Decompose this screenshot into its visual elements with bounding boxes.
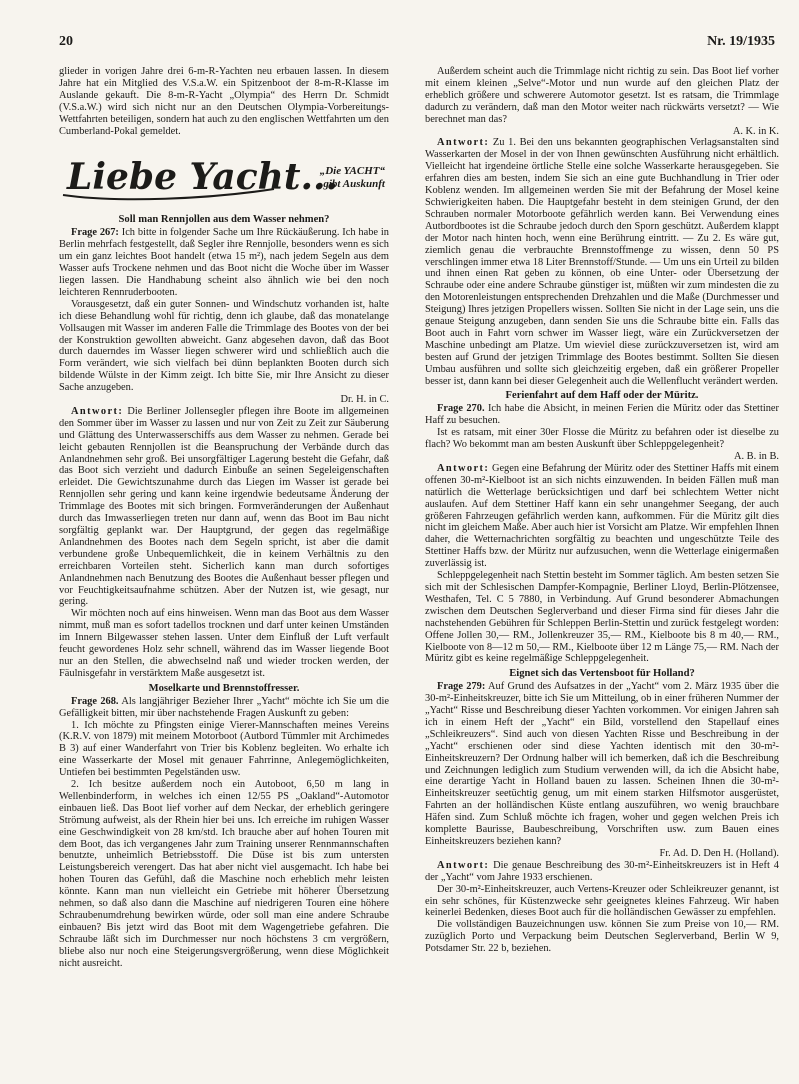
answer-267-label: Antwort: — [71, 405, 124, 417]
page-header — [59, 34, 775, 54]
question-270-text: Ich habe die Absicht, in meinen Ferien die Müritz oder das Stettiner Haff zu besuchen. — [425, 403, 779, 427]
banner-logo-text: Liebe Yacht... — [67, 156, 339, 199]
question-267-text: Ich bitte in folgender Sache um Ihre Rückäußerung. Ich habe in Berlin mehrfach festgestellt, daß Segler ihre Rennjolle, besonders wenn es sich um ein ganz leichtes Boot handelt (etwa 15 m²), nach jedem Segeln aus dem Wasser aufs Trockene nehmen und das Boot nicht die Woche über im Wasser liegen lassen. Die Handhabung scheint also ähnlich wie bei den noch leichteren Rennruderbooten. — [59, 227, 389, 298]
intro-paragraph: glieder in vorigen Jahre drei 6-m-R-Yachten neu erbauen lassen. In diesem Jahre hat ein Mitglied des V.S.a.W. ein Spitzenboot der 8-m-R-Klasse im Auslande gekauft. Die 8-m-R-Yacht „Olympia“ des Herrn Dr. Schmidt (V.S.a.W.) wird sich nicht nur an den Deutschen Olympia-Vorbereitungs-Wettfahrten beteiligen, sondern hat auch zu den englischen Wettfahrten um den Cumberland-Pokal gemeldet. — [59, 66, 389, 137]
answer-270-label: Antwort: — [437, 462, 490, 474]
answer-279-label: Antwort: — [437, 859, 490, 871]
question-267-label: Frage 267: — [71, 227, 119, 239]
answer-267-paragraph-2: Wir möchten noch auf eins hinweisen. Wenn man das Boot aus dem Wasser nimmt, muß man es sofort tadellos trocknen und darf unter keinen Umständen im Innern Bilgewasser stehen lassen. Unter dem Einfluß der Luft verfault feucht gewordenes Holz sehr schnell, während das im Wasser liegende Boot nur an den Stellen, die abwechselnd naß und wieder trocken werden, der Fäulnisgefahr in verstärktem Maße ausgesetzt ist. — [59, 608, 389, 679]
question-268 — [59, 696, 389, 720]
question-268-item-2: 2. Ich besitze außerdem noch ein Autoboot, 6,50 m lang in Wellenbinderform, in welches ich einen 12/55 PS „Oakland“-Automotor einbauen ließ. Das Boot lief vorher auf dem Neckar, der erheblich geringere Strömung aufweist, als der Rhein hier bei uns. Ich erreiche im ruhigen Wasser eine Geschwindigkeit von 28 km/std. Ich brauche aber auf hohen Touren mit dem Boot, das ich vergangenes Jahr zum Training unserer Rennmannschaften benutzte, unheimlich Betriebsstoff. Die Düse ist bis zum untersten Leistungsbereich verengert. Das hat aber nicht viel ausgemacht. Ich habe bei hohen Touren das Gefühl, daß die Maschine noch erheblich mehr leisten könnte. Kann man nun vielleicht ein Getriebe mit höherer Übersetzung nehmen, so daß also dann die Maschine auf niedrigeren Touren eine höhere Schraubenumdrehung bewirken würde, oder soll man eine andere Schraube einbauen? Bis jetzt wird das Boot mit dem Wagengetriebe gefahren. Die Schraube läßt sich im Durchmesser nur noch höchstens 3 cm vergrößern, bliebe also nur noch eine Steigerungsvergrößerung, wenn diese Möglichkeit nicht ausreicht. — [59, 779, 389, 969]
question-268-label: Frage 268. — [71, 695, 119, 707]
answer-270-text: Gegen eine Befahrung der Müritz oder des Stettiner Haffs mit einem offenen 30-m²-Kielboot ist an sich nichts einzuwenden. In beiden Fällen muß man natürlich die Wetterlage berücksichtigen und darf bei schlechtem Wetter nicht auslaufen. Auf dem Stettiner Haff kann ein sehr unangehmer Seegang, der auch größeren Fahrzeugen gefährlich werden kann, aufkommen. Für die Müritz gilt dies nicht im gleichem Maße. Aber auch hier ist Vorsicht am Platze. Wir empfehlen Ihnen daher, die Wetternachrichten sorgfältig zu beachten und ungeschützte Teile des Stettiner Haffs bzw. der Müritz nur aufzusuchen, wenn die Wetterlage einigermaßen zuverlässig ist. — [425, 462, 779, 570]
heading-ferienfahrt: Ferienfahrt auf dem Haff oder der Müritz. — [505, 390, 699, 402]
question-270-signature: A. B. in B. — [733, 451, 779, 462]
banner-tagline-line1: „Die YACHT“ — [319, 165, 385, 178]
heading-rennjollen: Soll man Rennjollen aus dem Wasser nehmen? — [118, 214, 330, 226]
answer-267 — [59, 406, 389, 608]
question-279-text: Auf Grund des Aufsatzes in der „Yacht“ vom 2. März 1935 über die 30-m²-Einheitskreuzer, bitte ich Sie um Mitteilung, ob in einer früheren Nummer der „Yacht“ Risse und Beschreibung dieser Yachten vorkommen. Vor einigen Jahren sah ich in einem Heft der „Yacht“ ein Bild, vorstellend den Stapellauf eines „Schleikreuzers“. Sind auch von diesen Yachten Risse und Beschreibung in der „Yacht“ erschienen oder sind diese Yachten identisch mit den 30-m²-Einheitskreuzern? Der Ordnung halber will ich bemerken, daß ich die Beschreibung und Zeichnungen lediglich zum Studium verwenden will, da ich die Absicht habe, eine derartige Yacht in Holland bauen zu lassen. Scheinen Ihnen die 30-m²-Einheitskreuzer seetüchtig genug, um mit einem starken Hilfsmotor ausgerüstet, Fahrten an der holländischen Küste entlang auszuführen, wo wenig brauchbare Häfen sind. Zum Schluß möchte ich fragen, woher und gegen welchen Preis ich komplette Baurisse, Baubeschreibung, Vorschriften usw. zum Bauen eines Einheitskreuzers beziehen kann? — [425, 681, 779, 847]
left-column — [59, 66, 389, 970]
question-268-continued: Außerdem scheint auch die Trimmlage nicht richtig zu sein. Das Boot lief vorher mit einem kleinen „Selve“-Motor und nun wurde auf den gleichen Platz der erheblich größere und schwerere Automotor gesetzt. Ist es ratsam, die Trimmlage dadurch zu verändern, daß man den Motor weiter nach rückwärts versetzt? — Wie berechnet man das? — [425, 66, 779, 125]
answer-270-paragraph-2: Schleppgelegenheit nach Stettin besteht im Sommer täglich. Am besten setzen Sie sich mit der Schlesischen Dampfer-Kompagnie, Berliner Lloyd, Berlin-Plötzensee, Westhafen, Tel. C 5 7880, in Verbindung. Auf Grund besonderer Abmachungen zwischen dem Deutschen Seglerverband und dieser Firma sind für dieses Jahr die nachstehenden Gebühren für Schleppen Berlin-Stettin und zurück festgelegt worden: Offene Jollen 30,— RM., Jollenkreuzer 35,— RM., Kielboote bis 8 m 40,— RM., Kielboote von 8—12 m 50,— RM., Kielboote über 12 m Länge 75,— RM. Nach der Müritz gibt es keine regelmäßige Schleppgelegenheit. — [425, 570, 779, 665]
answer-279 — [425, 860, 779, 884]
page-number: 20 — [59, 34, 73, 49]
question-270-paragraph-2: Ist es ratsam, mit einer 30er Flosse die Müritz zu befahren oder ist dieselbe zu flach? Wo bekommt man am besten Auskunft über Schleppgelegenheit? — [425, 427, 779, 451]
answer-268 — [425, 137, 779, 387]
answer-279-paragraph-2: Der 30-m²-Einheitskreuzer, auch Vertens-Kreuzer oder Schleikreuzer genannt, ist ein sehr schönes, für Küstenzwecke sehr geeignetes kleines Fahrzeug. Wir haben keinerlei Bedenken, dieses Boot auch für die holländischen Gewässer zu empfehlen. — [425, 883, 779, 919]
question-279-label: Frage 279: — [437, 681, 486, 693]
answer-268-text: Zu 1. Bei den uns bekannten geographischen Verlagsanstalten sind Wasserkarten der Mosel in der von Ihnen gewünschten Ausführung nicht erhältlich. Vielleicht hat irgendeine örtliche Stelle eine solche Wasserkarte herausgegeben. Sie erfahren dies am besten, indem Sie sich an eine gute Buchhandlung in Trier oder Koblenz wenden. Im allgemeinen werden Sie mit der Befahrung der Mosel keine Schwierigkeiten haben. Die Hauptgefahr besteht in dem steinigen Grund, der den Schrauben normaler Motorboote gefährlich werden kann. Bei Verwendung eines Autbordbootes ist die Schraube jedoch durch den Sporn geschützt. Außerdem klappt der Motor nach hinten hoch, wenn eine Berührung eintritt. — Zu 2. Es wäre gut, ziemlich genau die verbrauchte Brennstoffmenge zu wissen, denn 50 PS verschlingen immer etwa 18 Liter Brennstoff/Stunde. — Um uns ein Urteil zu bilden und ihnen einen Rat geben zu können, ob eine Unter- oder Übersetzung der Schraube oder eine andere Schraube günstiger ist, müßten wir zum mindesten die zu den Motorenleistungen entsprechenden Drehzahlen und die Maße (Durchmesser und Steigung) Ihres jetzigen Propellers wissen. Sollten Sie nicht in der Lage sein, uns die genaue Steigung anzugeben, dann senden Sie uns die Schraube bitte ein. Falls das Boot auch in Fahrt vorn schwer im Wasser liegt, wäre ein Zurückversetzen der Maschine unbedingt am Platze. Um wieviel diese zurückzuversetzen ist, wird am besten auf Grund der jetzigen Trimmlage des Bootes bestimmt. Sollten Sie diesen Umbau ausführen und sollte sich gleichzeitig ergeben, daß ein größerer Propeller besser ist, dann kann bei dieser Gelegenheit auch die Wellenflucht verändert werden. — [425, 137, 779, 387]
heading-vertensboot: Eignet sich das Vertensboot für Holland? — [509, 668, 695, 680]
answer-267-text: Die Berliner Jollensegler pflegen ihre Boote im allgemeinen den Sommer über im Wasser zu lassen und nur von Zeit zu Zeit zur Säuberung und Glättung des Unterwasserschiffs aus dem Wasser zu nehmen. Gerade bei leicht gebauten Rennjollen ist die Beanspruchung der Verbände durch das Anlandnehmen sehr groß. Bei unsorgfältiger Lagerung besteht die Gefahr, daß das Boot sich verzieht und dadurch Einbuße an seinen Segeleigenschaften erleidet. Die Gewichtszunahme durch das Liegen im Wasser ist gerade bei Rennjollen sehr gering und kann keine irgendwie bedeutsame Änderung der Trimmlage des Bootes mit sich bringen. Formveränderungen der Außenhaut durch das Imwasserliegen treten nur dann auf, wenn das Boot im Bau nicht sorgfältig geplankt war. Der Hauptgrund, der gegen das regelmäßige Anlandnehmen des Bootes nach dem Segeln spricht, ist aber die damit verbundene große Unbequemlichkeit, die in keinem Verhältnis zu den erreichbaren Vorteilen steht. Sicherlich kann man durch sofortiges Anlandnehmen nach Benutzung des Bootes die Außenhaut besser pflegen und vor Feuchtigkeitsaufnahme schützen. Aber der Nutzen ist, wie gesagt, nur gering. — [59, 405, 389, 608]
banner-tagline — [320, 165, 385, 191]
answer-270 — [425, 463, 779, 570]
question-279 — [425, 681, 779, 848]
answer-279-paragraph-3: Die vollständigen Bauzeichnungen usw. können Sie zum Preise von 10,— RM. zuzüglich Porto und Verpackung beim Deutschen Seglerverband, Berlin W 9, Potsdamer Str. 22 b, beziehen. — [425, 919, 779, 955]
question-268-text: Als langjähriger Bezieher Ihrer „Yacht“ möchte ich Sie um die Gefälligkeit bitten, mir über nachstehende Fragen Auskunft zu geben: — [59, 695, 389, 719]
banner-tagline-line2: gibt Auskunft — [323, 178, 385, 191]
question-279-signature: Fr. Ad. D. Den H. (Holland). — [659, 847, 779, 859]
answer-279-text: Die genaue Beschreibung des 30-m²-Einheitskreuzers ist in Heft 4 der „Yacht“ vom Jahre 1933 erschienen. — [425, 859, 779, 883]
question-267 — [59, 227, 389, 298]
question-270-label: Frage 270. — [437, 403, 485, 415]
liebe-yacht-banner — [59, 145, 389, 211]
right-column — [425, 66, 779, 955]
answer-268-label: Antwort: — [437, 137, 490, 149]
question-270 — [425, 403, 779, 427]
question-268-item-1: 1. Ich möchte zu Pfingsten einige Vierer-Mannschaften meines Vereins (K.R.V. von 1879) mit meinem Motorboot (Autbord Tümmler mit Archimedes B 3) auf einer Wanderfahrt von Trier bis Koblenz begleiten. Wo erhalte ich eine Wasserkarte der Mosel mit genauer Fahrrinne, Anlegemöglichkeiten, Untiefen bei bestimmten Pegelständen usw. — [59, 719, 389, 779]
question-268-signature: A. K. in K. — [732, 125, 779, 137]
issue-number: Nr. 19/1935 — [707, 34, 775, 49]
question-267-paragraph-2: Vorausgesetzt, daß ein guter Sonnen- und Windschutz vorhanden ist, halte ich diese Behandlung wohl für richtig, denn ich glaube, daß das monatelange Vollsaugen mit Wasser im anderen Falle die Trimmlage des Bootes von der bei der Konstruktion gewollten abweicht. Ganz abgesehen davon, daß das Boot durch dauerndes im Wasser liegen schwerer wird und schließlich auch die Form verändert, wie sich vielfach bei dünn beplankten Booten durch sich bildende Wülste in der Kimm zeigt. Ich bitte Sie, mir Ihre Ansicht zu dieser Sache anzugeben. — [59, 298, 389, 394]
heading-moselkarte: Moselkarte und Brennstoffresser. — [148, 682, 300, 694]
question-267-signature: Dr. H. in C. — [340, 394, 389, 406]
